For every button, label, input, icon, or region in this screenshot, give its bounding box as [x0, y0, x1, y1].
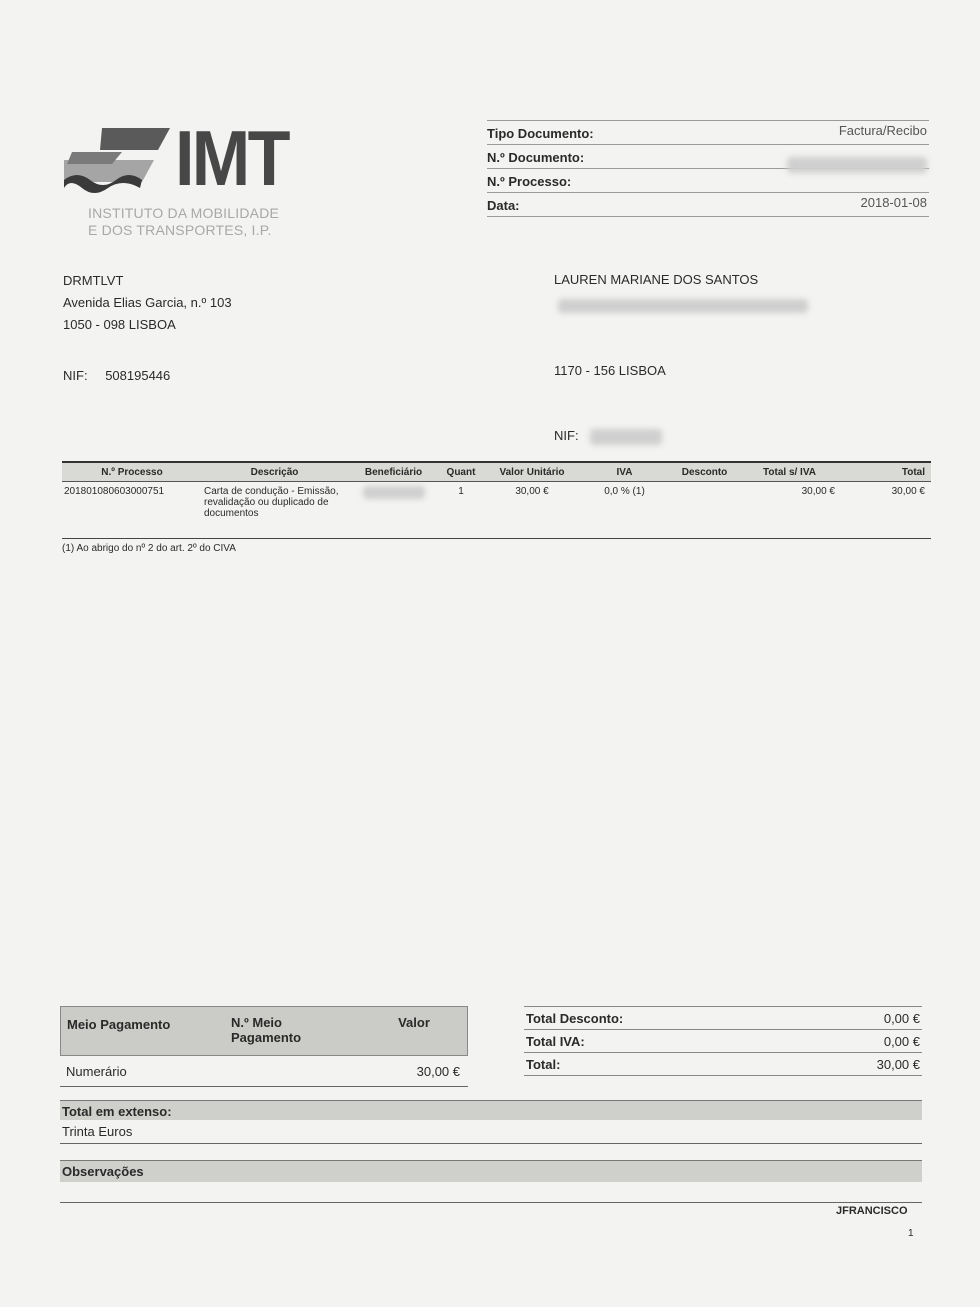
- col-valor: Valor: [398, 1015, 430, 1030]
- cell-iva: 0,0 % (1): [604, 486, 645, 497]
- sender-nif: [63, 368, 170, 383]
- payment-table: [60, 1006, 468, 1087]
- cell-valor: 30,00 €: [416, 1063, 460, 1079]
- sender-line3: 1050 - 098 LISBOA: [63, 317, 176, 332]
- doc-number-label: N.º Documento:: [487, 150, 585, 165]
- col-beneficiario: Beneficiário: [364, 466, 423, 478]
- recipient-city: 1170 - 156 LISBOA: [554, 363, 666, 378]
- doc-type-label: Tipo Documento:: [487, 126, 594, 141]
- extenso-label: Total em extenso:: [60, 1100, 922, 1120]
- imt-logo-icon: [62, 120, 172, 195]
- sender-address: [63, 270, 232, 336]
- date-value: 2018-01-08: [860, 195, 927, 210]
- signature: JFRANCISCO: [836, 1205, 908, 1217]
- recipient-nif-redacted: [590, 429, 662, 445]
- totals-block: [524, 1006, 922, 1076]
- logo-subtitle-line1: INSTITUTO DA MOBILIDADE: [88, 205, 280, 221]
- cell-beneficiario-redacted: [347, 486, 440, 502]
- recipient-nif: [554, 428, 980, 445]
- col-quant: Quant: [446, 466, 476, 478]
- recipient-name: [554, 272, 980, 313]
- cell-valor: 30,00 €: [515, 486, 549, 497]
- sender-line1: DRMTLVT: [63, 273, 124, 288]
- sender-nif-label: NIF:: [63, 368, 88, 383]
- imt-logo-text: IMT: [175, 114, 288, 202]
- extenso-value: Trinta Euros: [62, 1124, 133, 1139]
- line-items-table: [62, 461, 931, 539]
- payment-header: [60, 1006, 468, 1056]
- col-total: Total: [901, 466, 925, 478]
- total-desconto-label: Total Desconto:: [526, 1011, 624, 1026]
- recipient-name-text: LAUREN MARIANE DOS SANTOS: [554, 272, 759, 287]
- col-num-meio-pagamento: N.º Meio Pagamento: [231, 1015, 302, 1045]
- cell-processo: 201801080603000751: [64, 486, 165, 497]
- page-number: 1: [908, 1228, 914, 1239]
- sender-line2: Avenida Elias Garcia, n.º 103: [63, 295, 232, 310]
- total-desconto-row: [524, 1006, 922, 1030]
- divider: [60, 1143, 922, 1144]
- total-iva-row: [524, 1030, 922, 1053]
- col-iva: IVA: [616, 466, 633, 478]
- total-label: Total:: [526, 1057, 561, 1072]
- cell-quant: 1: [458, 486, 464, 497]
- process-number-row: [487, 169, 929, 193]
- logo-subtitle: [88, 205, 279, 239]
- divider: [60, 1202, 922, 1203]
- col-processo: N.º Processo: [101, 466, 163, 478]
- process-number-label: N.º Processo:: [487, 174, 572, 189]
- col-valor-unitario: Valor Unitário: [499, 466, 565, 478]
- total-desconto-value: 0,00 €: [883, 1011, 920, 1026]
- recipient-address-redacted: [558, 299, 808, 313]
- observacoes-label: Observações: [60, 1160, 922, 1182]
- col-descricao: Descrição: [250, 466, 299, 478]
- recipient-address: [554, 272, 980, 445]
- cell-total-sem-iva: 30,00 €: [801, 486, 835, 497]
- total-iva-label: Total IVA:: [526, 1034, 585, 1049]
- doc-number-row: [487, 145, 929, 169]
- total-value: 30,00 €: [876, 1057, 920, 1072]
- document-info: [487, 120, 929, 217]
- doc-type-value: Factura/Recibo: [838, 123, 927, 138]
- col-total-sem-iva: Total s/ IVA: [763, 466, 816, 478]
- col-meio-pagamento: Meio Pagamento: [67, 1017, 171, 1032]
- sender-nif-value: 508195446: [105, 368, 171, 383]
- table-row: [62, 482, 931, 539]
- cell-total: 30,00 €: [891, 486, 925, 497]
- date-row: [487, 193, 929, 217]
- recipient-nif-label: NIF:: [554, 428, 579, 443]
- cell-meio: Numerário: [66, 1063, 127, 1079]
- cell-descricao: Carta de condução - Emissão, revalidação ou duplicado de documentos: [204, 486, 339, 519]
- date-label: Data:: [487, 198, 520, 213]
- line-items-header: [62, 461, 931, 482]
- col-desconto: Desconto: [681, 466, 728, 478]
- total-row: [524, 1053, 922, 1076]
- total-iva-value: 0,00 €: [883, 1034, 920, 1049]
- logo-subtitle-line2: E DOS TRANSPORTES, I.P.: [88, 222, 272, 238]
- doc-type-row: [487, 120, 929, 145]
- table-row: [60, 1056, 468, 1087]
- footnote: (1) Ao abrigo do nº 2 do art. 2º do CIVA: [62, 543, 236, 554]
